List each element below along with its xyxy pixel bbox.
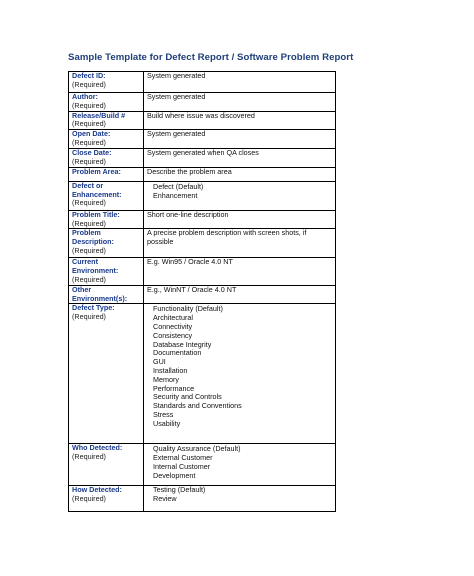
- required-note: (Required): [72, 494, 106, 504]
- option-item: Enhancement: [153, 190, 198, 200]
- field-value: System generated: [147, 71, 206, 80]
- field-value-cell: [144, 149, 336, 168]
- field-label: Defect or Enhancement:: [72, 181, 122, 199]
- row-open-date: [69, 130, 336, 149]
- field-label-cell: [69, 444, 144, 486]
- option-item: Stress: [153, 409, 174, 419]
- option-item: Installation: [153, 365, 188, 375]
- field-value-cell: [144, 130, 336, 149]
- option-item: Testing (Default): [153, 485, 206, 495]
- option-item: GUI: [153, 357, 166, 367]
- option-item: Standards and Conventions: [153, 401, 242, 411]
- field-label-cell: [69, 486, 144, 512]
- field-value: System generated when QA closes: [147, 148, 259, 158]
- field-label-cell: [69, 149, 144, 168]
- field-value-cell: [144, 285, 336, 304]
- field-label-cell: [69, 285, 144, 304]
- field-label: Who Detected:: [72, 443, 123, 453]
- field-value-cell: [144, 486, 336, 512]
- field-value-cell: [144, 444, 336, 486]
- field-label-cell: [69, 130, 144, 149]
- field-value-cell: [144, 72, 336, 93]
- field-label: Release/Build #: [72, 111, 126, 120]
- field-label-cell: [69, 111, 144, 130]
- option-item: Documentation: [153, 348, 202, 358]
- row-problem-description: [69, 229, 336, 258]
- document-title: Sample Template for Defect Report / Software Problem Report: [68, 52, 354, 63]
- row-release-build: [69, 111, 336, 130]
- required-note: (Required): [72, 245, 106, 255]
- required-note: (Required): [72, 198, 106, 208]
- field-value-cell: [144, 304, 336, 444]
- option-item: Development: [153, 470, 196, 480]
- option-item: Security and Controls: [153, 392, 222, 402]
- field-label: How Detected:: [72, 485, 122, 495]
- field-label-cell: [69, 93, 144, 112]
- field-label-cell: [69, 167, 144, 181]
- field-label-cell: [69, 258, 144, 285]
- field-label: Defect ID:: [72, 71, 106, 80]
- field-value-cell: [144, 111, 336, 130]
- required-note: (Required): [72, 274, 106, 284]
- field-label-cell: [69, 72, 144, 93]
- row-other-environments: [69, 285, 336, 304]
- field-value: A precise problem description with screen shots, if possible: [147, 228, 307, 247]
- field-value-cell: [144, 229, 336, 258]
- required-note: (Required): [72, 156, 106, 166]
- option-item: Quality Assurance (Default): [153, 444, 241, 454]
- required-note: (Required): [72, 100, 106, 110]
- required-note: (Required): [72, 79, 106, 89]
- field-label-cell: [69, 181, 144, 210]
- field-value: E.g., WinNT / Oracle 4.0 NT: [147, 285, 237, 294]
- defect-report-table: [68, 71, 336, 512]
- field-label: Open Date:: [72, 129, 111, 139]
- field-value-cell: [144, 210, 336, 229]
- field-label: Problem Area:: [72, 167, 121, 176]
- field-value-cell: [144, 167, 336, 181]
- row-defect-id: [69, 72, 336, 93]
- row-how-detected: [69, 486, 336, 512]
- required-note: (Required): [72, 119, 106, 129]
- field-value: System generated: [147, 129, 206, 139]
- row-defect-or-enhancement: [69, 181, 336, 210]
- field-label: Close Date:: [72, 148, 112, 158]
- field-value: Short one-line description: [147, 210, 229, 219]
- row-close-date: [69, 149, 336, 168]
- option-item: Memory: [153, 374, 179, 384]
- field-label: Problem Title:: [72, 210, 120, 219]
- required-note: (Required): [72, 452, 106, 462]
- row-current-environment: [69, 258, 336, 285]
- required-note: (Required): [72, 218, 106, 228]
- row-who-detected: [69, 444, 336, 486]
- row-author: [69, 93, 336, 112]
- field-value: Describe the problem area: [147, 167, 232, 176]
- row-problem-title: [69, 210, 336, 229]
- field-label: Other Environment(s):: [72, 285, 128, 303]
- field-value: E.g. Win95 / Oracle 4.0 NT: [147, 257, 233, 267]
- option-item: Database Integrity: [153, 339, 212, 349]
- option-item: Connectivity: [153, 321, 193, 331]
- field-value: Build where issue was discovered: [147, 111, 255, 120]
- option-item: Architectural: [153, 313, 193, 323]
- field-value-cell: [144, 181, 336, 210]
- option-item: Usability: [153, 418, 181, 428]
- option-item: Internal Customer: [153, 461, 211, 471]
- option-item: Performance: [153, 383, 195, 393]
- field-label: Problem Description:: [72, 228, 114, 247]
- field-label: Defect Type:: [72, 303, 115, 313]
- option-item: Defect (Default): [153, 181, 204, 191]
- option-item: Review: [153, 494, 177, 504]
- row-problem-area: [69, 167, 336, 181]
- field-label: Author:: [72, 92, 98, 101]
- field-label: Current Environment:: [72, 257, 119, 276]
- field-label-cell: [69, 304, 144, 444]
- field-value-cell: [144, 93, 336, 112]
- option-item: Functionality (Default): [153, 304, 223, 314]
- required-note: (Required): [72, 137, 106, 147]
- field-label-cell: [69, 210, 144, 229]
- required-note: (Required): [72, 312, 106, 322]
- row-defect-type: [69, 304, 336, 444]
- option-item: External Customer: [153, 453, 213, 463]
- option-item: Consistency: [153, 330, 193, 340]
- field-value: System generated: [147, 92, 206, 101]
- field-label-cell: [69, 229, 144, 258]
- field-value-cell: [144, 258, 336, 285]
